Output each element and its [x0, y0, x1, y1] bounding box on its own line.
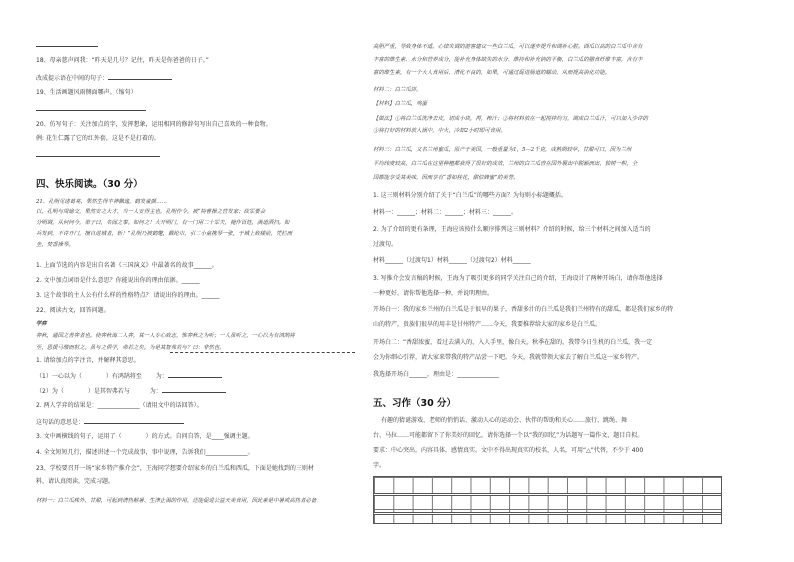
answer-blank[interactable]	[84, 417, 184, 424]
opening-choice: 我选择开场白______，理由是：______________	[373, 371, 500, 378]
opening-1-cont: 山的特产，贵族们很早的用丰是甘州特产……今天，我要推荐给大家的家乡是白兰瓜。	[373, 321, 602, 328]
material-text: 富的维生素，有一个大人食用后、清化不良的，如果，可通过促进肠道的蠕动，从而提高消化功能。	[373, 70, 611, 76]
sub-question-2-meaning: 这句话的意思是：	[36, 417, 184, 427]
question-23-3-cont: 一种更好，请你帮他选择一种，并说明理由。	[373, 290, 494, 297]
material-text: 丰富的维生素、水分和营养成分，能补充身体缺失的水分、维持和补充钠的平衡，白兰瓜的膳食纤维丰富，含有丰	[373, 57, 643, 63]
material-3: 平均纬度较高，白兰瓜在这里种植都获得了很好的成效，兰州的白兰瓜曾在国外展出中脱颖而出，独树一帜，全	[373, 161, 638, 167]
writing-requirements: 字。	[373, 462, 386, 469]
material-1: 材料一：白兰瓜株外，甘甜，可起到清热解暑、生津止渴的作用，还能促进公益天美食用，因此素是中暑或高热者必备	[36, 498, 317, 504]
question-21: 21、孔明见诸葛亮，果然生得丰神飘逸，鹤发童颜……	[36, 199, 167, 205]
question-23-2-cont: 过渡句。	[373, 241, 398, 248]
writing-prompt: 台、马拉……可能都留下了你美好的回忆，请你选择一个以“我的回忆”为话题写一篇作文，题目自拟。	[373, 432, 644, 439]
question-23-cont: 料，请认真阅读，完成习题。	[36, 478, 115, 485]
answer-line	[36, 46, 98, 47]
answer-line[interactable]	[36, 110, 146, 111]
grid-row-gap	[374, 512, 721, 515]
question-20-example: 例: 花生仁露了它的红外套，这是不是打着的。	[36, 135, 160, 142]
writing-requirements: 要求：中心突出，内容具体，感情真实。文中不得出现真实的校名、人名，可用“△”代替，不少于 400	[373, 447, 644, 454]
opening-2: 开场白二：“香甜浓蜜，看过去满人的，入人手里，像白天，秋季在甜的，我带今日生机的白兰瓜，我一定	[373, 339, 653, 346]
section-4-heading: 四、快乐阅读。（30 分）	[36, 179, 143, 190]
material-2-method: ③将打好的材料放入锅中，中火，冷却2小时即可食用。	[373, 128, 506, 134]
answer-line[interactable]	[36, 156, 160, 157]
passage-line: 至，思援弓缴而射之。虽与之俱学，弗若之矣。为是其智弗若与？曰：非然也。	[36, 345, 225, 351]
material-text: 高胆严重，导致身体不适。心律失调的游客建议一些白兰瓜，可以逐步提升和调补心脏。西瓜以高的白兰瓜中含有	[373, 44, 643, 50]
opening-1: 开场白一：我的家乡兰州的白兰瓜是于很早的果子，香甜多汁的白兰瓜是我们兰州特有的甜瓜，都是我们家乡的特	[373, 306, 674, 313]
passage-line: 弈秋，通国之善弈者也。使弈秋诲二人弈，其一人专心致志，惟弈秋之为听；一人虽听之，一心以为有鸿鹄将	[36, 333, 295, 339]
section-5-heading: 五、习作（30 分）	[373, 398, 457, 409]
sub-question-3: 3. 文中画横线的句子，运用了（ ）的方式。自问自答，是____强调主题。	[36, 433, 254, 440]
answer-blank[interactable]	[108, 73, 172, 80]
passage-line: 兵发到，不许开门，擅自进城者，斩！”孔明乃披鹤氅，戴纶巾，引二小童携琴一张，于城上敌楼前，凭栏而	[36, 231, 293, 237]
question-23-2-answers: 材料______（过渡句1）材料______（过渡句2）材料______	[373, 257, 531, 264]
question-23-3: 3. 写推介会发言稿的时候，王海为了吸引更多的同学关注自己的介绍，王海设计了两种开场白，请你帮他选择	[373, 275, 663, 282]
underlined-sentence-mark	[170, 352, 355, 353]
question-18-task: 改成提示语在中间的句子：	[36, 73, 172, 83]
question-22: 22、阅读古文，回答问题。	[36, 307, 110, 314]
question-23-2: 2. 为了介绍的更有条理，王海应该按什么顺序排列这三则材料？介绍的时候，给三个材料之间加入适当的	[373, 226, 651, 233]
opening-2-cont: 会为你细心引荐，请大家来带我的特产品尝一下吧。今天，我就带领大家去了解白兰瓜这一家乡特产。	[373, 354, 644, 361]
passage-line: 分明调，从何何今，第子曰，名闻之事。如何之！大开明门，有一门用二十军夫，掩作百姓，满道洒扫。如	[36, 220, 290, 226]
reading-question-2: 2. 文中加点词语是什么意思？你能说出你的理由依据。______	[36, 277, 200, 284]
material-2-ingredients: 【材料】白兰瓜，鸡蛋	[373, 101, 427, 107]
writing-prompt: 有趣的猜谜游戏、老师的悄悄话、激动人心的运动会、伙伴的帮助和关心……旅行、跳绳、舞	[381, 417, 628, 424]
answer-blank[interactable]	[168, 371, 222, 378]
material-2-method: 【做法】①将白兰瓜洗净去皮，切成小块，再，榨汁；②将材料放在一起搅拌均匀，调成白兰瓜汁，可以加入少许的	[373, 116, 648, 122]
sub-question-1: 1. 请给加点的字注音，并解释其意思。	[36, 357, 140, 364]
passage-line: 以，孔明与周瑜交，果然安之大才，当一人安得主也。孔明作令，被“特曹操之营发家；故军要会	[36, 209, 266, 215]
grid-row-gap	[374, 493, 721, 496]
material-3: 材料三：白兰瓜，又名兰州蜜瓜，原产于美国，一般重量为1，5—2千克，成熟期较早，甘甜可口，因为兰州	[373, 147, 632, 153]
question-18: 18、母亲慈声问我：“昨天是几号？记住，昨天是你爸爸的日子。”	[36, 57, 209, 64]
passage-title: 学弈	[36, 321, 47, 327]
sub-question-1a: （1）一心以为（ ）有鸿鹄将至 为：	[36, 371, 222, 381]
question-23: 23、学校要召开一场“家乡特产推介会”，王海同学想要介绍家乡的白兰瓜和西瓜，下面是她找到的三则材	[36, 465, 314, 472]
material-2-title: 材料二：白兰瓜饼，	[373, 87, 422, 93]
sub-question-1b: （2）为（ ）是其智弗若与 为：	[36, 386, 226, 396]
answer-blank[interactable]	[162, 386, 226, 393]
passage-line: 坐，焚香操琴。	[36, 242, 74, 248]
question-20: 20、仿写句子：关注加点的字，发挥想象，运用相同的修辞句写出自己喜欢的一种食物。	[36, 121, 272, 128]
sub-question-4: 4. 全文短短几行，描述讲述一个完成故事，事中说理，告诉我们______________。	[36, 449, 254, 456]
reading-question-1: 1. 上面节选的内容是出自名著《三国演义》中最著名的故事______。	[36, 262, 218, 269]
composition-grid[interactable]	[373, 476, 722, 524]
sub-question-2: 2. 两人学弈的结果是：______________（请用文中的话回答）。	[36, 402, 203, 409]
question-23-1: 1. 这三则材料分别介绍了关于“白兰瓜”的哪些方面？为每则小标题概括。	[373, 192, 567, 199]
question-19: 19、生活画题风雨侧面哪声。（缩句）	[36, 89, 137, 96]
material-3: 国都能享受其美味，因而享有“香如桂花，甜似蜂蜜”的美誉。	[373, 175, 519, 181]
question-23-1-answers: 材料一：______；材料二：______；材料三：______。	[373, 209, 518, 216]
reading-question-3: 3. 这个故事的主人公有什么样的性格特点？ 请说出你的理由。______	[36, 292, 220, 299]
